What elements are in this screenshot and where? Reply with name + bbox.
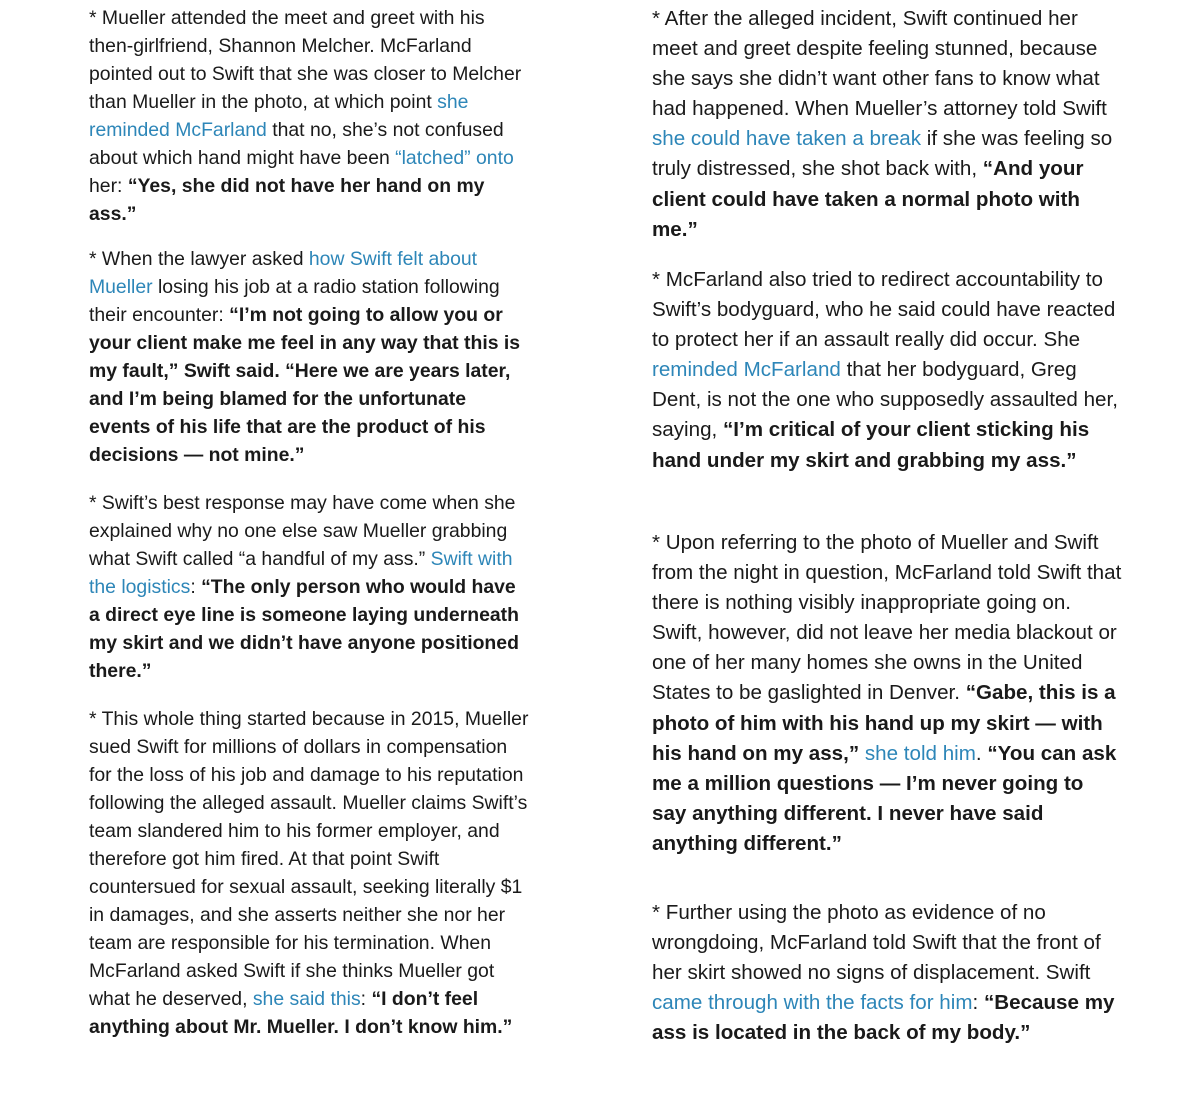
body-text: * McFarland also tried to redirect accountability to Swift’s bodyguard, who he said could have reacted to protect her if an assault really did occur. She — [652, 268, 1116, 352]
article-link[interactable]: she told him — [864, 741, 976, 765]
quote-text: “Because my ass is located in the back of my body.” — [652, 991, 1115, 1045]
article-link[interactable]: came through with the facts for him — [652, 991, 973, 1015]
article-link[interactable]: she could have taken a break — [652, 127, 922, 151]
right-paragraph-4 — [652, 898, 1122, 1048]
quote-text: “And your client could have taken a normal photo with me.” — [652, 157, 1084, 241]
left-paragraph-3 — [89, 489, 529, 685]
right-paragraph-2 — [652, 265, 1122, 476]
body-text: if she was feeling so truly distressed, she shot back with, — [652, 127, 1113, 181]
quote-text: “Gabe, this is a photo of him with his hand up my skirt — with his hand on my ass,” — [652, 681, 1116, 765]
body-text: her: — [89, 175, 128, 197]
article-link[interactable]: she reminded McFarland — [89, 91, 469, 141]
quote-text: “I’m not going to allow you or your client make me feel in any way that this is my fault,” Swift said. “Here we are years later, and I’m being blamed for the unfortunate events of his life that are the product of his decisions — not mine.” — [89, 304, 521, 466]
body-text: . — [975, 741, 988, 765]
body-text: * Swift’s best response may have come when she explained why no one else saw Mueller grabbing what Swift called “a handful of my ass.” — [89, 492, 516, 570]
quote-text: “Yes, she did not have her hand on my ass.” — [89, 175, 485, 225]
body-text: : — [360, 988, 372, 1010]
right-paragraph-3 — [652, 528, 1122, 859]
body-text: that her bodyguard, Greg Dent, is not the one who supposedly assaulted her, saying, — [652, 358, 1118, 442]
quote-text: “You can ask me a million questions — I’m never going to say anything different. I never have said anything different.” — [652, 741, 1117, 855]
quote-text: “I’m critical of your client sticking his hand under my skirt and grabbing my ass.” — [652, 418, 1090, 472]
article-link[interactable]: “latched” onto — [395, 147, 514, 169]
body-text: * This whole thing started because in 2015, Mueller sued Swift for millions of dollars in compensation for the loss of his job and damage to his reputation following the alleged assault. Mueller claims Swift’s team slandered him to his former employer, and therefore got him fired. At that point Swift countersued for sexual assault, seeking literally $1 in damages, and she asserts neither she nor her team are responsible for his termination. When McFarland asked Swift if she thinks Mueller got what he deserved, — [89, 708, 529, 1010]
left-paragraph-2 — [89, 245, 529, 469]
left-paragraph-1 — [89, 4, 529, 228]
article-link[interactable]: she said this — [252, 988, 361, 1010]
body-text: that no, she’s not confused about which hand might have been — [89, 119, 504, 169]
body-text: losing his job at a radio station following their encounter: — [89, 276, 500, 326]
quote-text: “I don’t feel anything about Mr. Mueller. I don’t know him.” — [89, 988, 513, 1038]
body-text: : — [190, 576, 202, 598]
body-text: * After the alleged incident, Swift continued her meet and greet despite feeling stunned, because she says she didn’t want other fans to know what had happened. When Mueller’s attorney told Swift — [652, 7, 1107, 121]
body-text: : — [972, 991, 984, 1015]
article-link[interactable]: how Swift felt about Mueller — [89, 248, 478, 298]
body-text: * Mueller attended the meet and greet with his then-girlfriend, Shannon Melcher. McFarland pointed out to Swift that she was closer to Melcher than Mueller in the photo, at which point — [89, 7, 522, 113]
body-text: * Upon referring to the photo of Mueller and Swift from the night in question, McFarland told Swift that there is nothing visibly inappropriate going on. Swift, however, did not leave her media blackout or one of her many homes she owns in the United States to be gaslighted in Denver. — [652, 531, 1122, 705]
body-text: * When the lawyer asked — [89, 248, 309, 270]
right-paragraph-1 — [652, 4, 1122, 245]
article-link[interactable]: reminded McFarland — [652, 358, 841, 382]
left-paragraph-4 — [89, 705, 529, 1041]
article-link[interactable]: Swift with the logistics — [89, 548, 513, 598]
body-text: * Further using the photo as evidence of no wrongdoing, McFarland told Swift that the front of her skirt showed no signs of displacement. Swift — [652, 901, 1101, 985]
quote-text: “The only person who would have a direct eye line is someone laying underneath my skirt and we didn’t have anyone positioned there.” — [89, 576, 519, 682]
